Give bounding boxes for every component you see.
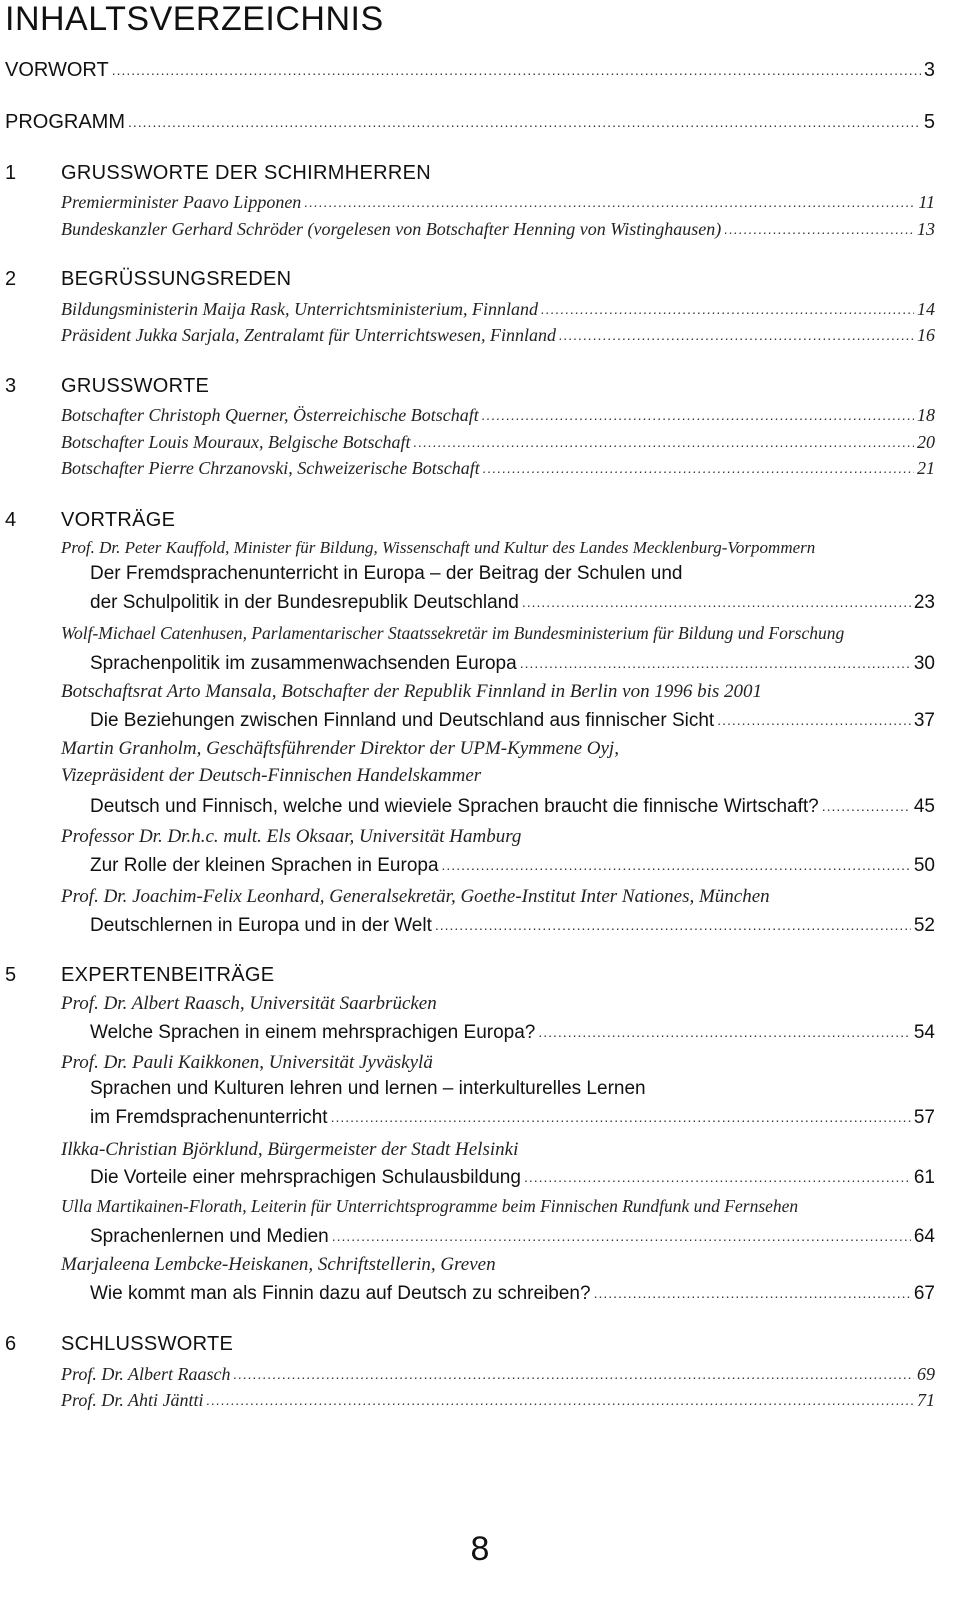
section-title: EXPERTENBEITRÄGE [61, 964, 275, 986]
toc-entry[interactable] [90, 1104, 935, 1129]
dot-leader [304, 190, 915, 208]
toc-entry[interactable] [61, 217, 935, 240]
entry-label: VORWORT [5, 59, 109, 81]
entry-label: im Fremdsprachenunterricht [90, 1107, 328, 1128]
section-number: 6 [5, 1333, 17, 1355]
author-line: Marjaleena Lembcke-Heiskanen, Schriftstellerin, Greven [61, 1254, 496, 1275]
entry-label: Sprachenlernen und Medien [90, 1226, 329, 1247]
entry-label: Bildungsministerin Maija Rask, Unterrichtsministerium, Finnland [61, 299, 538, 319]
entry-label: Präsident Jukka Sarjala, Zentralamt für Unterrichtswesen, Finnland [61, 325, 556, 345]
entry-label: Deutschlernen in Europa und in der Welt [90, 915, 432, 936]
section-title: VORTRÄGE [61, 509, 176, 531]
toc-entry[interactable] [90, 912, 935, 937]
dot-leader [128, 108, 921, 128]
entry-label: Prof. Dr. Ahti Jäntti [61, 1390, 204, 1410]
section-title: BEGRÜSSUNGSREDEN [61, 268, 292, 290]
page-title: INHALTSVERZEICHNIS [5, 0, 384, 38]
author-line: Vizepräsident der Deutsch-Finnischen Handelskammer [61, 765, 482, 786]
toc-entry[interactable] [90, 1164, 935, 1189]
toc-entry[interactable] [90, 793, 935, 818]
entry-page: 52 [913, 915, 935, 936]
section-number: 5 [5, 964, 17, 986]
dot-leader [331, 1104, 911, 1123]
author-line: Prof. Dr. Pauli Kaikkonen, Universität Jyväskylä [61, 1052, 433, 1073]
entry-label: Prof. Dr. Albert Raasch [61, 1364, 231, 1384]
section-title: GRUSSWORTE DER SCHIRMHERREN [61, 162, 431, 184]
talk-title: Sprachen und Kulturen lehren und lernen – interkulturelles Lernen [90, 1078, 646, 1099]
dot-leader [594, 1280, 911, 1299]
author-line: Ulla Martikainen-Florath, Leiterin für Unterrichtsprogramme beim Finnischen Rundfunk und Fernsehen [61, 1196, 799, 1216]
author-line: Martin Granholm, Geschäftsführender Direktor der UPM-Kymmene Oyj, [61, 738, 619, 759]
toc-entry-vorwort[interactable] [5, 56, 935, 82]
entry-label: Botschafter Christoph Querner, Österreichische Botschaft [61, 405, 479, 425]
toc-entry[interactable] [90, 1019, 935, 1044]
entry-page: 13 [917, 219, 935, 239]
toc-entry[interactable] [61, 297, 935, 320]
entry-page: 37 [913, 710, 935, 731]
section-number: 1 [5, 162, 17, 184]
entry-page: 64 [913, 1226, 935, 1247]
entry-page: 57 [913, 1107, 935, 1128]
toc-entry[interactable] [90, 852, 935, 877]
entry-label: Die Vorteile einer mehrsprachigen Schulausbildung [90, 1167, 521, 1188]
entry-page: 69 [917, 1364, 935, 1384]
toc-entry[interactable] [61, 323, 935, 346]
section-number: 3 [5, 375, 17, 397]
toc-entry[interactable] [61, 1362, 935, 1385]
talk-title: Der Fremdsprachenunterricht in Europa – der Beitrag der Schulen und [90, 563, 683, 584]
entry-label: Premierminister Paavo Lipponen [61, 192, 302, 212]
toc-entry[interactable] [61, 1388, 935, 1411]
entry-page: 21 [917, 458, 935, 478]
entry-page: 30 [913, 653, 935, 674]
dot-leader [413, 430, 914, 448]
section-title: GRUSSWORTE [61, 375, 210, 397]
toc-entry[interactable] [90, 707, 935, 732]
dot-leader [483, 456, 914, 474]
dot-leader [541, 297, 914, 315]
toc-entry[interactable] [61, 190, 935, 213]
page-number: 8 [470, 1530, 490, 1568]
dot-leader [559, 323, 914, 341]
entry-label: PROGRAMM [5, 111, 125, 133]
toc-entry[interactable] [61, 456, 935, 479]
section-title: SCHLUSSWORTE [61, 1333, 234, 1355]
entry-page: 3 [923, 59, 935, 81]
entry-page: 18 [917, 405, 935, 425]
entry-page: 54 [913, 1022, 935, 1043]
entry-page: 5 [923, 111, 935, 133]
dot-leader [522, 589, 911, 608]
dot-leader [482, 403, 914, 421]
entry-label: Die Beziehungen zwischen Finnland und Deutschland aus finnischer Sicht [90, 710, 715, 731]
entry-label: der Schulpolitik in der Bundesrepublik Deutschland [90, 592, 519, 613]
toc-entry[interactable] [90, 589, 935, 614]
entry-label: Sprachenpolitik im zusammenwachsenden Europa [90, 653, 517, 674]
dot-leader [234, 1362, 915, 1380]
entry-label: Deutsch und Finnisch, welche und wieviele Sprachen braucht die finnische Wirtschaft? [90, 796, 819, 817]
entry-page: 67 [913, 1283, 935, 1304]
toc-entry[interactable] [61, 430, 935, 453]
author-line: Professor Dr. Dr.h.c. mult. Els Oksaar, Universität Hamburg [61, 826, 522, 847]
author-line: Prof. Dr. Albert Raasch, Universität Saarbrücken [61, 993, 437, 1014]
entry-page: 23 [913, 592, 935, 613]
entry-label: Welche Sprachen in einem mehrsprachigen Europa? [90, 1022, 536, 1043]
dot-leader [332, 1223, 911, 1242]
dot-leader [822, 793, 911, 812]
entry-page: 61 [913, 1167, 935, 1188]
dot-leader [524, 1164, 911, 1183]
toc-entry[interactable] [90, 1223, 935, 1248]
toc-entry[interactable] [90, 650, 935, 675]
dot-leader [538, 1019, 911, 1038]
entry-page: 50 [913, 855, 935, 876]
dot-leader [435, 912, 911, 931]
entry-label: Botschafter Louis Mouraux, Belgische Botschaft [61, 432, 411, 452]
entry-page: 14 [917, 299, 935, 319]
dot-leader [442, 852, 911, 871]
dot-leader [717, 707, 911, 726]
dot-leader [724, 217, 914, 235]
entry-label: Zur Rolle der kleinen Sprachen in Europa [90, 855, 439, 876]
entry-page: 20 [917, 432, 935, 452]
author-line: Ilkka-Christian Björklund, Bürgermeister der Stadt Helsinki [61, 1139, 519, 1160]
entry-page: 11 [918, 192, 935, 212]
entry-label: Bundeskanzler Gerhard Schröder (vorgelesen von Botschafter Henning von Wistinghausen) [61, 219, 722, 239]
author-line: Wolf-Michael Catenhusen, Parlamentarischer Staatssekretär im Bundesministerium für Bildung und Forschung [61, 623, 845, 643]
toc-entry[interactable] [61, 403, 935, 426]
entry-page: 71 [917, 1390, 935, 1410]
section-number: 2 [5, 268, 17, 290]
author-line: Botschaftsrat Arto Mansala, Botschafter der Republik Finnland in Berlin von 1996 bis 2001 [61, 681, 763, 702]
dot-leader [520, 650, 911, 669]
entry-label: Wie kommt man als Finnin dazu auf Deutsch zu schreiben? [90, 1283, 591, 1304]
toc-entry-programm[interactable] [5, 108, 935, 134]
dot-leader [112, 56, 921, 76]
entry-page: 45 [913, 796, 935, 817]
entry-label: Botschafter Pierre Chrzanovski, Schweizerische Botschaft [61, 458, 480, 478]
dot-leader [207, 1388, 914, 1406]
author-line: Prof. Dr. Joachim-Felix Leonhard, Generalsekretär, Goethe-Institut Inter Nationes, München [61, 886, 770, 907]
section-number: 4 [5, 509, 17, 531]
toc-entry[interactable] [90, 1280, 935, 1305]
author-line: Prof. Dr. Peter Kauffold, Minister für Bildung, Wissenschaft und Kultur des Landes Mecklenburg-Vorpommern [61, 538, 816, 557]
entry-page: 16 [917, 325, 935, 345]
